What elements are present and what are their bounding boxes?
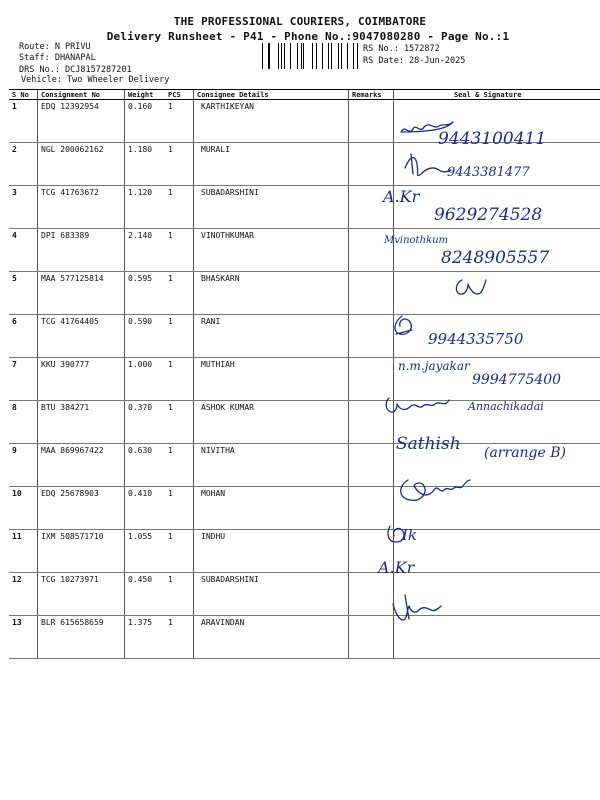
runsheet-table [9,89,600,659]
remarks-cell [349,272,394,315]
remarks-cell [349,100,394,143]
signature-cell [394,616,600,659]
weight-value: 1.000 [125,358,166,401]
signature-cell [394,487,600,530]
col-consignment: Consignment No [38,90,125,100]
consignment-number: MAA 869967422 [38,444,125,487]
phone-row-1: 9443100411 [438,129,547,149]
pcs-value: 1 [165,530,194,573]
consignee-name: BHASKARN [201,274,240,283]
name-row-8: Annachikadai [468,400,544,413]
pcs-value: 1 [165,616,194,659]
consignment-number: MAA 577125814 [38,272,125,315]
consignee-cell [194,229,349,272]
weight-value: 0.370 [125,401,166,444]
pcs-value: 1 [165,100,194,143]
consignee-name: NIVITHA [201,446,235,455]
weight-value: 2.140 [125,229,166,272]
consignee-cell [194,100,349,143]
table-row [9,444,600,487]
remarks-cell [349,530,394,573]
vehicle-label: Vehicle: Two Wheeler Delivery [21,75,170,85]
weight-value: 0.160 [125,100,166,143]
row-sno: 4 [9,229,38,272]
signature-cell [394,272,600,315]
consignee-name: ASHOK KUMAR [201,403,254,412]
drs-number: DRS No.: DCJ8157287201 [19,65,132,75]
consignee-cell [194,315,349,358]
consignee-cell [194,573,349,616]
name-row-7: n.m.jayakar [398,359,470,373]
consignee-cell [194,487,349,530]
weight-value: 0.595 [125,272,166,315]
signature-cell [394,358,600,401]
weight-value: 1.120 [125,186,166,229]
remarks-cell [349,358,394,401]
col-consignee: Consignee Details [194,90,349,100]
signature-cell [394,100,600,143]
name-row-9: Sathish [396,434,461,454]
runsheet-title: Delivery Runsheet - P41 - Phone No.:9047080280 - Page No.:1 [106,30,510,43]
weight-value: 1.375 [125,616,166,659]
name-row-12: A.Kr [378,558,415,577]
consignee-cell [194,358,349,401]
consignment-number: BLR 615658659 [38,616,125,659]
table-row [9,100,600,143]
pcs-value: 1 [165,315,194,358]
consignment-number: EDQ 12392954 [38,100,125,143]
pcs-value: 1 [165,272,194,315]
phone-row-7: 9994775400 [472,372,562,388]
row-sno: 1 [9,100,38,143]
signature-cell [394,444,600,487]
consignee-cell [194,143,349,186]
row-sno: 12 [9,573,38,616]
consignee-name: SUBADARSHINI [201,575,259,584]
remarks-cell [349,401,394,444]
consignee-name: INDHU [201,532,226,541]
table-row [9,143,600,186]
row-sno: 11 [9,530,38,573]
pcs-value: 1 [165,186,194,229]
consignee-cell [194,616,349,659]
row-sno: 2 [9,143,38,186]
remarks-cell [349,487,394,530]
consignment-number: BTU 384271 [38,401,125,444]
consignment-number: NGL 200062162 [38,143,125,186]
consignment-number: TCG 41764405 [38,315,125,358]
pcs-value: 1 [165,401,194,444]
row-sno: 7 [9,358,38,401]
table-row [9,530,600,573]
row-sno: 6 [9,315,38,358]
remarks-cell [349,573,394,616]
signature-cell [394,573,600,616]
weight-value: 0.450 [125,573,166,616]
pcs-value: 1 [165,358,194,401]
note-row-9: (arrange B) [484,445,567,461]
pcs-value: 1 [165,487,194,530]
table-row [9,573,600,616]
route-label: Route: N PRIVU [19,42,91,52]
pcs-value: 1 [165,573,194,616]
pcs-value: 1 [165,143,194,186]
signature-cell [394,401,600,444]
consignment-number: TCG 41763672 [38,186,125,229]
col-weight: Weight [125,90,166,100]
company-title: THE PROFESSIONAL COURIERS, COIMBATORE [173,15,427,28]
table-row [9,272,600,315]
consignee-name: KARTHIKEYAN [201,102,254,111]
remarks-cell [349,143,394,186]
consignee-name: MUTHIAH [201,360,235,369]
row-sno: 9 [9,444,38,487]
name-row-11: Ik [402,526,418,544]
pcs-value: 1 [165,229,194,272]
table-row [9,487,600,530]
consignment-number: DPI 683389 [38,229,125,272]
consignee-cell [194,186,349,229]
remarks-cell [349,616,394,659]
table-row [9,358,600,401]
remarks-cell [349,315,394,358]
rs-number: RS No.: 1572872 [363,44,440,54]
table-row [9,229,600,272]
row-sno: 10 [9,487,38,530]
consignment-number: TCG 10273971 [38,573,125,616]
table-row [9,315,600,358]
remarks-cell [349,229,394,272]
consignment-number: KKU 390777 [38,358,125,401]
signature-cell [394,530,600,573]
phone-row-3: 9629274528 [434,205,543,225]
consignment-number: IXM 508571710 [38,530,125,573]
row-sno: 13 [9,616,38,659]
weight-value: 0.590 [125,315,166,358]
signature-cell [394,229,600,272]
consignee-cell [194,272,349,315]
weight-value: 1.180 [125,143,166,186]
table-header-row [9,90,600,100]
table-row [9,186,600,229]
remarks-cell [349,444,394,487]
name-row-4: Mvinothkum [384,235,448,246]
col-pcs: PCS [165,90,194,100]
consignee-name: SUBADARSHINI [201,188,259,197]
weight-value: 0.410 [125,487,166,530]
consignee-name: RANI [201,317,221,326]
phone-row-2: 9443381477 [447,165,530,180]
rs-date: RS Date: 28-Jun-2025 [363,56,466,66]
signature-cell [394,315,600,358]
consignee-name: ARAVINDAN [201,618,245,627]
consignee-cell [194,444,349,487]
weight-value: 1.055 [125,530,166,573]
col-signature: Seal & Signature [394,90,600,100]
row-sno: 5 [9,272,38,315]
pcs-value: 1 [165,444,194,487]
consignee-name: MOHAN [201,489,226,498]
phone-row-4: 8248905557 [441,248,550,268]
signature-cell [394,143,600,186]
rs-block [363,43,465,67]
consignee-name: MURALI [201,145,230,154]
consignee-cell [194,530,349,573]
consignee-cell [194,401,349,444]
remarks-cell [349,186,394,229]
staff-label: Staff: DHANAPAL [19,53,96,63]
weight-value: 0.630 [125,444,166,487]
phone-row-6: 9944335750 [428,330,524,348]
table-row [9,616,600,659]
name-row-3: A.Kr [383,187,420,206]
barcode [262,43,358,69]
consignment-number: EDQ 25678903 [38,487,125,530]
col-remarks: Remarks [349,90,394,100]
consignee-name: VINOTHKUMAR [201,231,254,240]
row-sno: 3 [9,186,38,229]
col-sno: S No [9,90,38,100]
row-sno: 8 [9,401,38,444]
signature-cell [394,186,600,229]
table-row [9,401,600,444]
